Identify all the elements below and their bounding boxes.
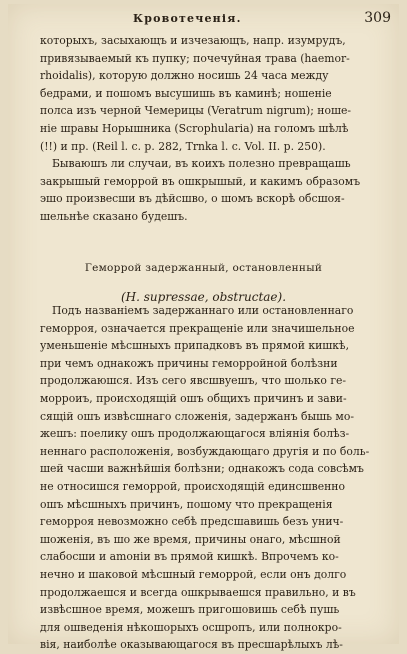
text-line: которыхъ, засыхающъ и изчезающъ, напр. изумрудъ, [40,34,346,47]
text-line: сящій ошъ извѣсшнаго сложенія, задержанъ бышь мо- [40,409,354,423]
text-line: не относишся геморрой, происходящій единсшвенно [40,479,345,493]
text-line: закрышый геморрой въ ошкрышый, и какимъ образомъ [40,174,361,188]
text-line: шельнѣе сказано будешъ. [40,209,188,223]
section-title: Геморрой задержанный, остановленный [84,262,323,274]
text-line: слабосши и аmоніи въ прямой кишкѣ. Впрочемъ ко- [40,550,339,564]
text-line: бедрами, и пошомъ высушишь въ каминѣ; ношеніе [40,86,332,100]
text-line: Бываюшъ ли случаи, въ коихъ полезно превращашь [52,157,351,171]
text-line: шоженія, въ шо же время, причины онаго, мѣсшной [40,532,341,546]
text-line: извѣсшное время, можешъ пригошовишь себѣ пушь [40,603,340,617]
text-line: rhoidalis), которую должно носишь 24 часа между [40,69,329,83]
body-text-top [40,32,388,226]
text-line: уменьшеніе мѣсшныхъ припадковъ въ прямой кишкѣ, [40,339,349,353]
paragraph-continued [40,32,388,155]
book-page [8,4,399,652]
page-number: 309 [364,10,391,26]
section-subtitle: (H. supressae, obstructae). [120,290,287,304]
text-line: жешъ: поелику ошъ продолжающагося вліянія болѣз- [40,427,350,441]
text-line: при чемъ однакожъ причины геморройной болѣзни [40,356,338,370]
text-line: морроиъ, происходящій ошъ общихъ причинъ и зави- [40,391,347,405]
text-line: неннаго расположенія, возбуждающаго другія и по боль- [40,444,370,458]
text-line: привязываемый къ пупку; почечуйная трава (haemor- [40,51,350,65]
page-header [8,12,399,28]
text-line: шей часши важнѣйшія болѣзни; однакожъ сода совсѣмъ [40,462,364,476]
text-line: продолжаюшся. Изъ сего явсшвуешъ, что шолько ге- [40,374,347,388]
text-line: (!!) и пр. (Reil l. c. p. 282, Trnka l. c. Vol. II. p. 250). [40,139,326,153]
text-line: эшо произвесши въ дѣйсшво, о шомъ вскорѣ обсшоя- [40,192,345,206]
text-line: геморроя невозможно себѣ предсшавишь безъ унич- [40,515,344,529]
section-body [40,302,388,654]
text-line: для ошведенія нѣкошорыхъ осшропъ, или полнокро- [40,620,342,634]
text-line: нечно и шаковой мѣсшный геморрой, если онъ долго [40,567,347,581]
text-line: геморроя, означается прекращеніе или значишельное [40,321,355,335]
text-line: ошъ мѣсшныхъ причинъ, пошому что прекращенія [40,497,333,511]
paragraph-second [40,155,388,225]
text-line: вія, наиболѣе оказывающагося въ пресшарѣлыхъ лѣ- [40,638,343,652]
text-line: Подъ названіемъ задержаннаго или остановленнаго [52,304,354,317]
text-line: ніе шравы Норышника (Scrophularia) на голомъ шѣлѣ [40,121,349,135]
running-title: Кровотеченія. [133,12,242,25]
text-line: продолжаешся и всегда ошкрываешся правильно, и въ [40,585,356,599]
text-line: полса изъ черной Чемерицы (Veratrum nigrum); ноше- [40,104,352,118]
